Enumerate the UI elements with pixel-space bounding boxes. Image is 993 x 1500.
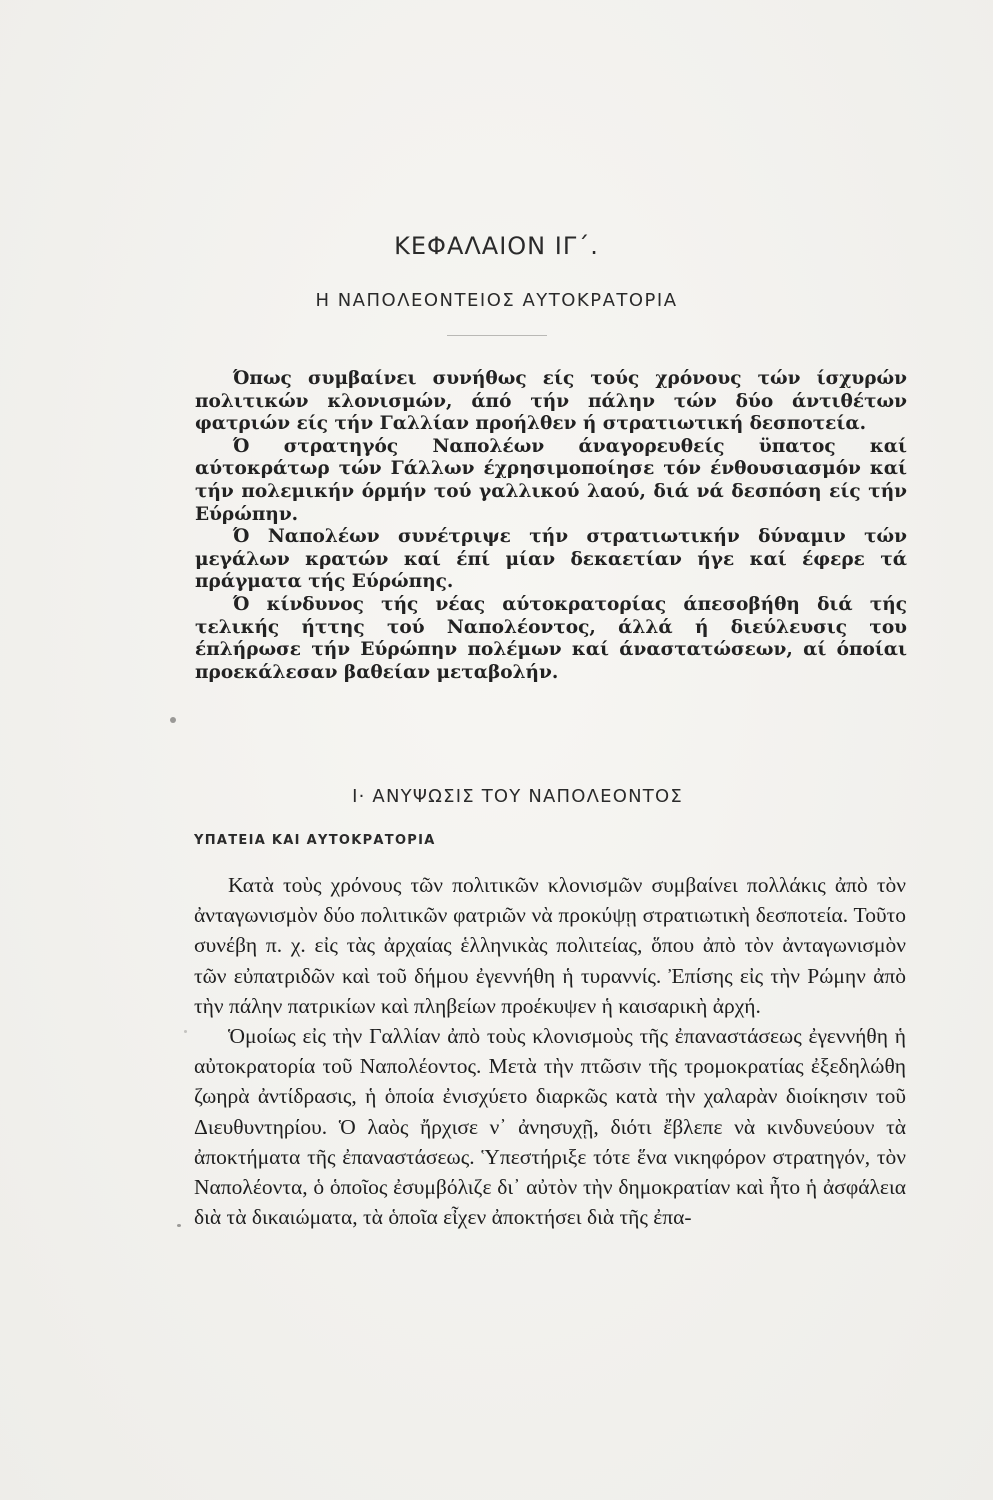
chapter-summary [195,368,907,684]
summary-paragraph: Ό στρατηγός Ναπολέων άναγορευθείς ϋπατος καί αύτοκράτωρ τών Γάλλων έχρησιμοποίησε τόν ένθουσιασμόν καί τήν πολεμικήν όρμήν τού γαλλικού λαού, διά νά δεσπόση είς τήν Εύρώπην. [195,435,907,525]
section-subheading: ΥΠΑΤΕΙΑ ΚΑΙ ΑΥΤΟΚΡΑΤΟΡΙΑ [194,833,436,848]
title-divider [447,335,547,336]
paper-speck [184,1030,187,1033]
body-paragraph: Ὁμοίως εἰς τὴν Γαλλίαν ἀπὸ τοὺς κλονισμοὺς τῆς ἐπαναστάσεως ἐγεννήθη ἡ αὐτοκρατορία τοῦ Ναπολέοντος. Μετὰ τὴν πτῶσιν τῆς τρομοκρατίας ἐξεδηλώθη ζωηρὰ ἀντίδρασις, ἡ ὁποία ἐνισχύετο διαρκῶς κατὰ τὴν χαλαρὰν διοίκησιν τοῦ Διευθυντηρίου. Ὁ λαὸς ἤρχισε ν᾽ ἀνησυχῇ, διότι ἔβλεπε νὰ κινδυνεύουν τὰ ἀποκτήματα τῆς ἐπαναστάσεως. Ὑπεστήριξε τότε ἕνα νικηφόρον στρατηγόν, τὸν Ναπολέοντα, ὁ ὁποῖος ἐσυμβόλιζε δι᾽ αὐτὸν τὴν δημοκρατίαν καὶ ἦτο ἡ ἀσφάλεια διὰ τὰ δικαιώματα, τὰ ὁποῖα εἶχεν ἀποκτήσει διὰ τῆς ἐπα- [194,1024,906,1230]
section-heading: Ι· ΑΝΥΨΩΣΙΣ ΤΟΥ ΝΑΠΟΛΕΟΝΤΟΣ [352,786,683,807]
chapter-title: ΚΕΦΑΛΑΙΟΝ ΙΓ΄. [394,232,599,260]
chapter-subtitle: Η ΝΑΠΟΛΕΟΝΤΕΙΟΣ ΑΥΤΟΚΡΑΤΟΡΙΑ [315,290,678,311]
summary-paragraph: Όπως συμβαίνει συνήθως είς τούς χρόνους τών ίσχυρών πολιτικών κλονισμών, άπό τήν πάλην τών δύο άντιθέτων φατριών είς τήν Γαλλίαν προήλθεν ή στρατιωτική δεσποτεία. [195,368,907,435]
paper-speck [170,717,176,723]
summary-paragraph: Ό κίνδυνος τής νέας αύτοκρατορίας άπεσοβήθη διά τής τελικής ήττης τού Ναπολέοντος, άλλά ή διεύλευσις του έπλήρωσε τήν Εύρώπην πολέμων καί άναστατώσεων, αί όποίαι προεκάλεσαν βαθείαν μεταβολήν. [195,593,907,683]
paper-speck [177,1224,181,1227]
body-text [194,870,906,1232]
body-paragraph: Κατὰ τοὺς χρόνους τῶν πολιτικῶν κλονισμῶν συμβαίνει πολλάκις ἀπὸ τὸν ἀνταγωνισμὸν δύο πολιτικῶν φατριῶν νὰ προκύψῃ στρατιωτικὴ δεσποτεία. Τοῦτο συνέβη π. χ. εἰς τὰς ἀρχαίας ἑλληνικὰς πολιτείας, ὅπου ἀπὸ τὸν ἀνταγωνισμὸν τῶν εὐπατριδῶν καὶ τοῦ δήμου ἐγεννήθη ἡ τυραννίς. Ἐπίσης εἰς τὴν Ρώμην ἀπὸ τὴν πάλην πατρικίων καὶ πληβείων προέκυψεν ἡ καισαρικὴ ἀρχή. [194,873,906,1018]
summary-paragraph: Ό Ναπολέων συνέτριψε τήν στρατιωτικήν δύναμιν τών μεγάλων κρατών καί έπί μίαν δεκαετίαν ήγε καί έφερε τά πράγματα τής Εύρώπης. [195,526,907,593]
